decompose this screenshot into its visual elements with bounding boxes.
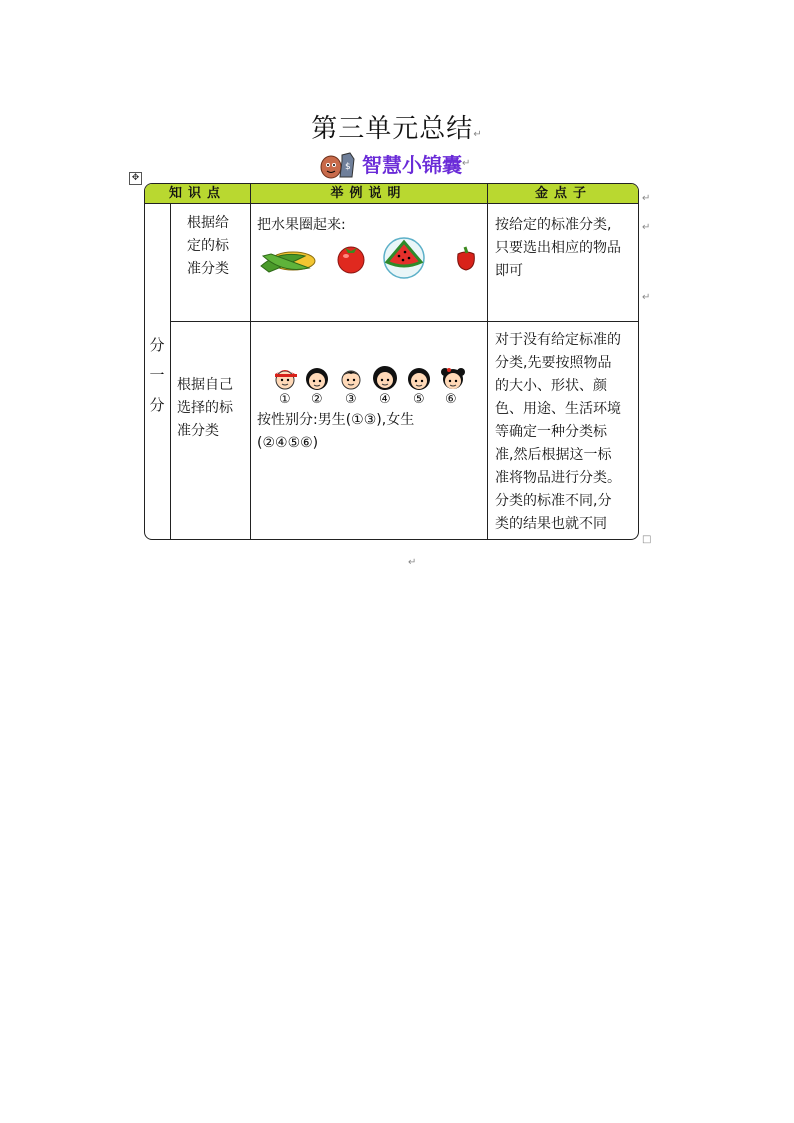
page-title: 第三单元总结↵: [311, 114, 483, 144]
row2-example: 按性别分:男生(①③),女生 (②④⑤⑥): [257, 412, 415, 451]
header-knowledge-point: 知识点: [145, 184, 250, 204]
row1-example-title: 把水果圈起来:: [257, 217, 346, 233]
return-mark-icon: ↵: [408, 557, 417, 568]
pepper-icon: [453, 244, 479, 272]
return-mark-icon: ↵: [642, 193, 651, 204]
return-mark-icon: ↵: [473, 129, 483, 140]
kid-number: ①: [279, 392, 291, 407]
corn-icon: [259, 244, 319, 278]
girl-face-icon: [303, 364, 331, 392]
column-divider: [250, 184, 251, 539]
kid-number: ⑥: [445, 392, 457, 407]
row2-tip: 对于没有给定标准的 分类,先要按照物品 的大小、形状、颜 色、用途、生活环境 等确定一种分类标 准,然后根据这一标 准将物品进行分类。 分类的标准不同,分 类的结果也就不同: [495, 332, 621, 532]
group-label: 分 一 分: [149, 336, 165, 414]
kid-number: ②: [311, 392, 323, 407]
table-move-handle-icon[interactable]: ✥: [129, 172, 142, 185]
boy-face-icon: [271, 364, 299, 392]
row1-point: 根据给 定的标 准分类: [187, 215, 229, 277]
girl-face-icon: [371, 364, 399, 392]
return-mark-icon: ↵: [462, 157, 471, 169]
row-divider: [170, 321, 638, 322]
kid-number: ③: [345, 392, 357, 407]
girl-face-icon: [405, 364, 433, 392]
boy-face-icon: [337, 364, 365, 392]
cell-end-mark-icon: □: [642, 534, 652, 545]
svg-text:$: $: [345, 162, 351, 172]
moneybag-mascot-icon: [318, 147, 358, 179]
kid-number: ⑤: [413, 392, 425, 407]
summary-table: [144, 183, 639, 540]
column-divider: [487, 184, 488, 539]
watermelon-icon: [381, 236, 427, 280]
subtitle-block: [318, 146, 470, 180]
row2-point: 根据自己 选择的标 准分类: [177, 377, 233, 439]
header-tips: 金点子: [487, 184, 639, 204]
row1-tip: 按给定的标准分类, 只要选出相应的物品 即可: [495, 217, 621, 279]
column-divider: [170, 204, 171, 539]
subtitle: 智慧小锦囊: [362, 152, 462, 177]
girl-face-icon: [439, 364, 467, 392]
tomato-icon: [335, 242, 367, 274]
return-mark-icon: ↵: [642, 292, 651, 303]
return-mark-icon: ↵: [642, 222, 651, 233]
header-example: 举例说明: [250, 184, 487, 204]
kid-number: ④: [379, 392, 391, 407]
